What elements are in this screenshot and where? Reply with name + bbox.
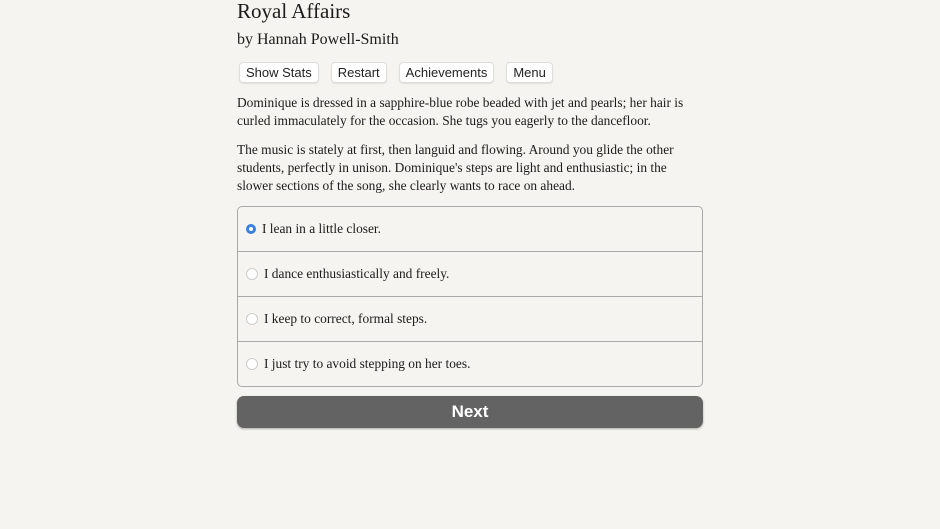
choice-option[interactable] <box>238 341 702 386</box>
next-button[interactable]: Next <box>237 396 703 428</box>
choice-option[interactable] <box>238 207 702 251</box>
radio-icon[interactable] <box>246 313 258 325</box>
achievements-button[interactable]: Achievements <box>399 62 495 83</box>
choice-label: I just try to avoid stepping on her toes. <box>264 356 471 371</box>
toolbar <box>239 62 565 83</box>
radio-selected-icon[interactable] <box>246 224 256 234</box>
story-paragraph: The music is stately at first, then languid and flowing. Around you glide the other students, perfectly in unison. Dominique's steps are light and enthusiastic; in the slower sections of the song, she clearly wants to race on ahead. <box>237 142 674 193</box>
show-stats-button[interactable]: Show Stats <box>239 62 319 83</box>
choice-label: I dance enthusiastically and freely. <box>264 266 450 281</box>
radio-icon[interactable] <box>246 358 258 370</box>
choice-label: I keep to correct, formal steps. <box>264 311 428 326</box>
story-paragraph: Dominique is dressed in a sapphire-blue robe beaded with jet and pearls; her hair is curled immaculately for the occasion. She tugs you eagerly to the dancefloor. <box>237 95 684 128</box>
choice-option[interactable] <box>238 296 702 341</box>
restart-button[interactable]: Restart <box>331 62 387 83</box>
author-byline: by Hannah Powell-Smith <box>237 31 399 48</box>
game-title: Royal Affairs <box>237 0 351 23</box>
choice-label: I lean in a little closer. <box>262 221 381 236</box>
radio-icon[interactable] <box>246 268 258 280</box>
choice-option[interactable] <box>238 251 702 296</box>
choice-list <box>237 206 703 387</box>
menu-button[interactable]: Menu <box>506 62 553 83</box>
